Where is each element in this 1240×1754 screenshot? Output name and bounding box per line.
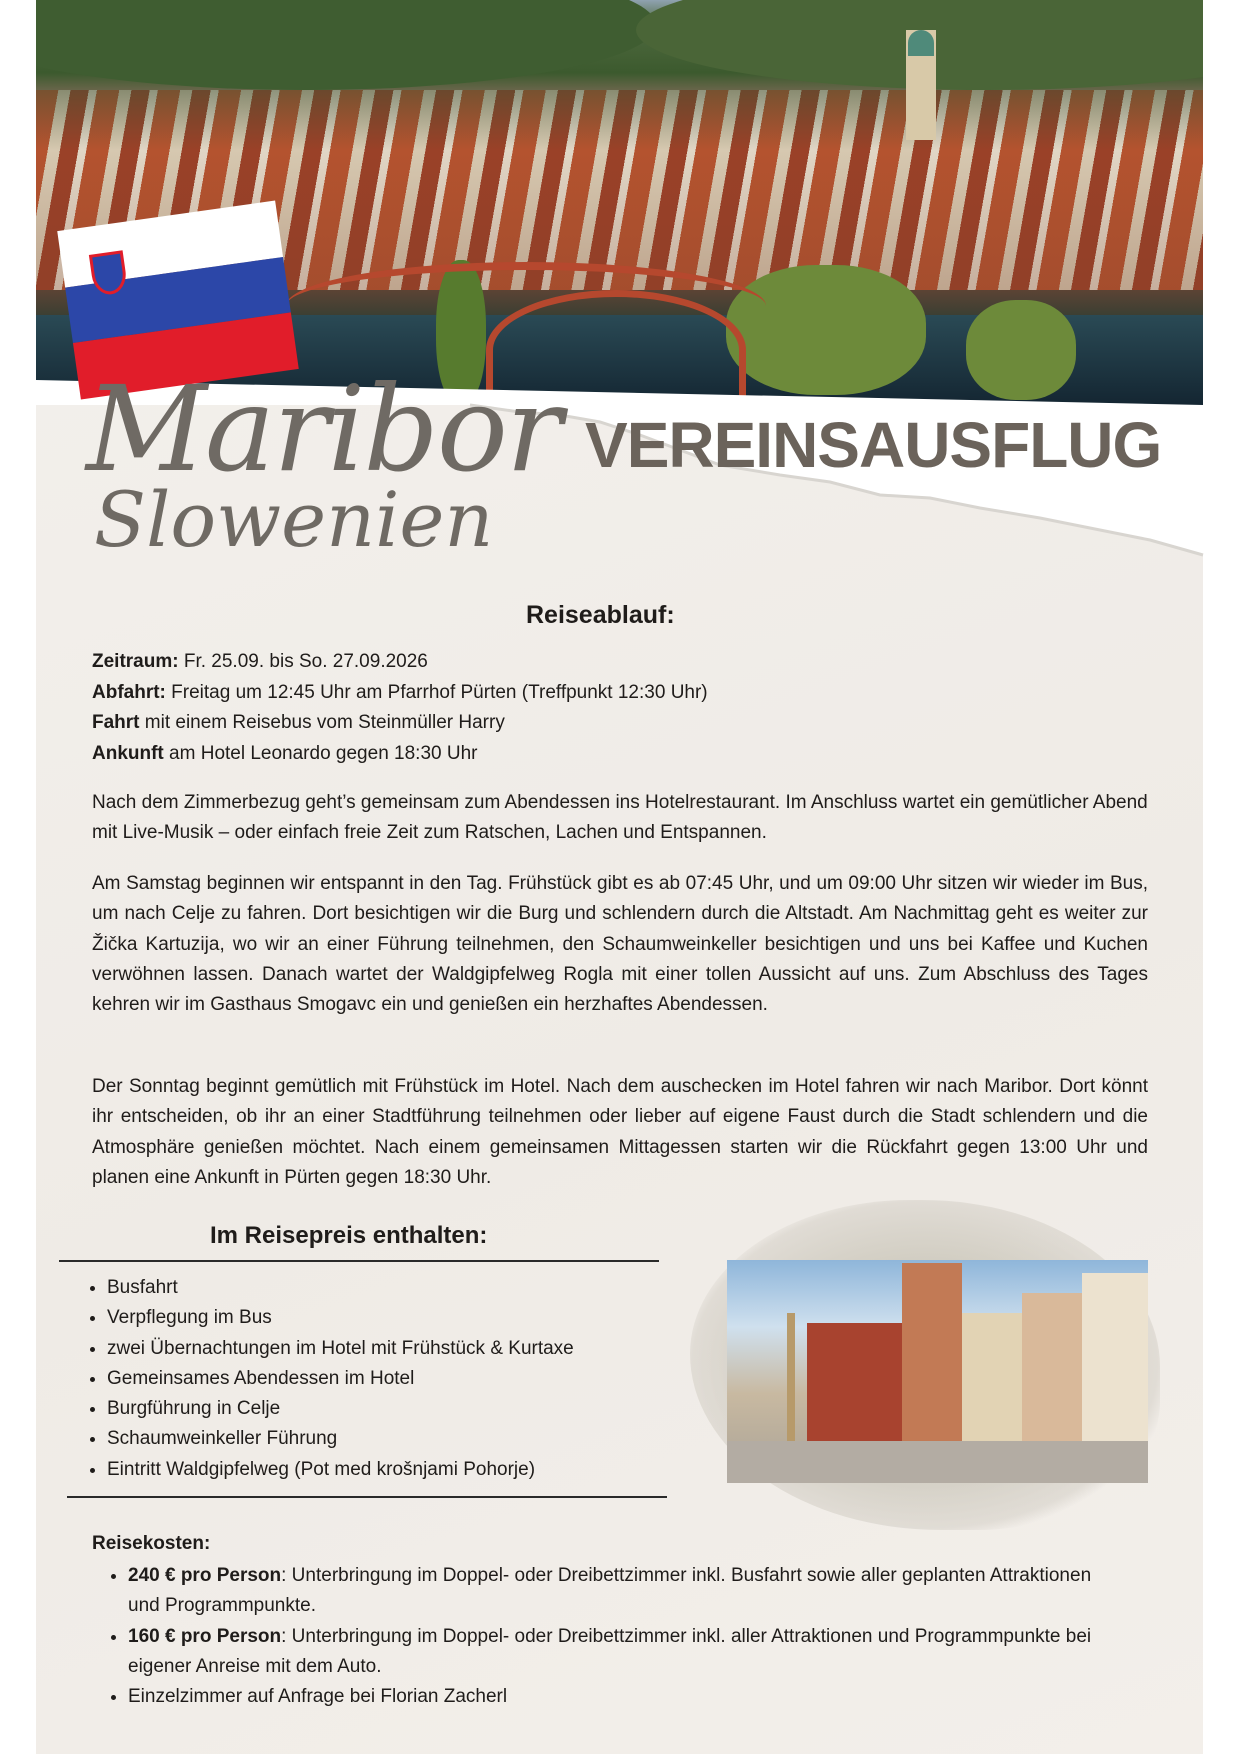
divider [59,1260,659,1262]
costs-heading: Reisekosten: [92,1533,211,1554]
included-list [87,1273,574,1485]
fact-abfahrt: Abfahrt: Freitag um 12:45 Uhr am Pfarrhof Pürten (Treffpunkt 12:30 Uhr) [92,681,708,703]
list-item: • Busfahrt [107,1273,574,1303]
reiseablauf-heading: Reiseablauf: [526,601,675,629]
cost-item: • 240 € pro Person: Unterbringung im Doppel- oder Dreibettzimmer inkl. Busfahrt sowie aller geplanten Attraktionen und Programmpunkte. [128,1561,1108,1622]
paragraph-saturday: Am Samstag beginnen wir entspannt in den Tag. Frühstück gibt es ab 07:45 Uhr, und um 09:00 Uhr sitzen wir wieder im Bus, um nach Celje zu fahren. Dort besichtigen wir die Burg und schlendern durch die Altstadt. Am Nachmittag geht es weiter zur Žička Kartuzija, wo wir an einer Führung teilnehmen, den Schaumweinkeller besichtigen und uns bei Kaffee und Kuchen verwöhnen lassen. Danach wartet der Waldgipfelweg Rogla mit einer tollen Aussicht auf uns. Zum Abschluss des Tages kehren wir im Gasthaus Smogavc ein und genießen ein herzhaftes Abendessen. [92,873,1148,1016]
cost-item: • 160 € pro Person: Unterbringung im Doppel- oder Dreibettzimmer inkl. aller Attraktionen und Programmpunkte bei eigener Anreise mit dem Auto. [128,1622,1108,1683]
list-item: • Gemeinsames Abendessen im Hotel [107,1364,574,1394]
paragraph-friday: Nach dem Zimmerbezug geht’s gemeinsam zum Abendessen ins Hotelrestaurant. Im Anschluss wartet ein gemütlicher Abend mit Live-Musik – oder einfach freie Zeit zum Ratschen, Lachen und Entspannen. [92,792,1148,844]
paragraph-sunday: Der Sonntag beginnt gemütlich mit Frühstück im Hotel. Nach dem auschecken im Hotel fahren wir nach Maribor. Dort könnt ihr entscheiden, ob ihr an einer Stadtführung teilnehmen oder lieber auf eigene Faust durch die Stadt schlendern und die Atmosphäre genießen möchtet. Nach einem gemeinsamen Mittagessen starten wir die Rückfahrt gegen 13:00 Uhr und planen eine Ankunft in Pürten gegen 18:30 Uhr. [92,1076,1148,1188]
fact-zeitraum: Zeitraum: Fr. 25.09. bis So. 27.09.2026 [92,651,428,672]
cost-item: • Einzelzimmer auf Anfrage bei Florian Zacherl [128,1682,1108,1712]
fact-fahrt: Fahrt mit einem Reisebus vom Steinmüller Harry [92,712,505,733]
included-heading: Im Reisepreis enthalten: [210,1222,488,1249]
list-item: • Eintritt Waldgipfelweg (Pot med krošnjami Pohorje) [107,1455,574,1485]
fact-ankunft: Ankunft am Hotel Leonardo gegen 18:30 Uhr [92,742,478,764]
maribor-script-title: Maribor Slowenien [86,360,561,564]
costs-list [108,1561,1108,1712]
list-item: • Verpflegung im Bus [107,1303,574,1333]
maribor-square-photo [727,1260,1148,1483]
page-title: VEREINSAUSFLUG [585,409,1162,481]
trip-facts [92,647,708,769]
list-item: • zwei Übernachtungen im Hotel mit Frühstück & Kurtaxe [107,1334,574,1364]
list-item: • Schaumweinkeller Führung [107,1424,574,1454]
divider [67,1496,667,1498]
list-item: • Burgführung in Celje [107,1394,574,1424]
